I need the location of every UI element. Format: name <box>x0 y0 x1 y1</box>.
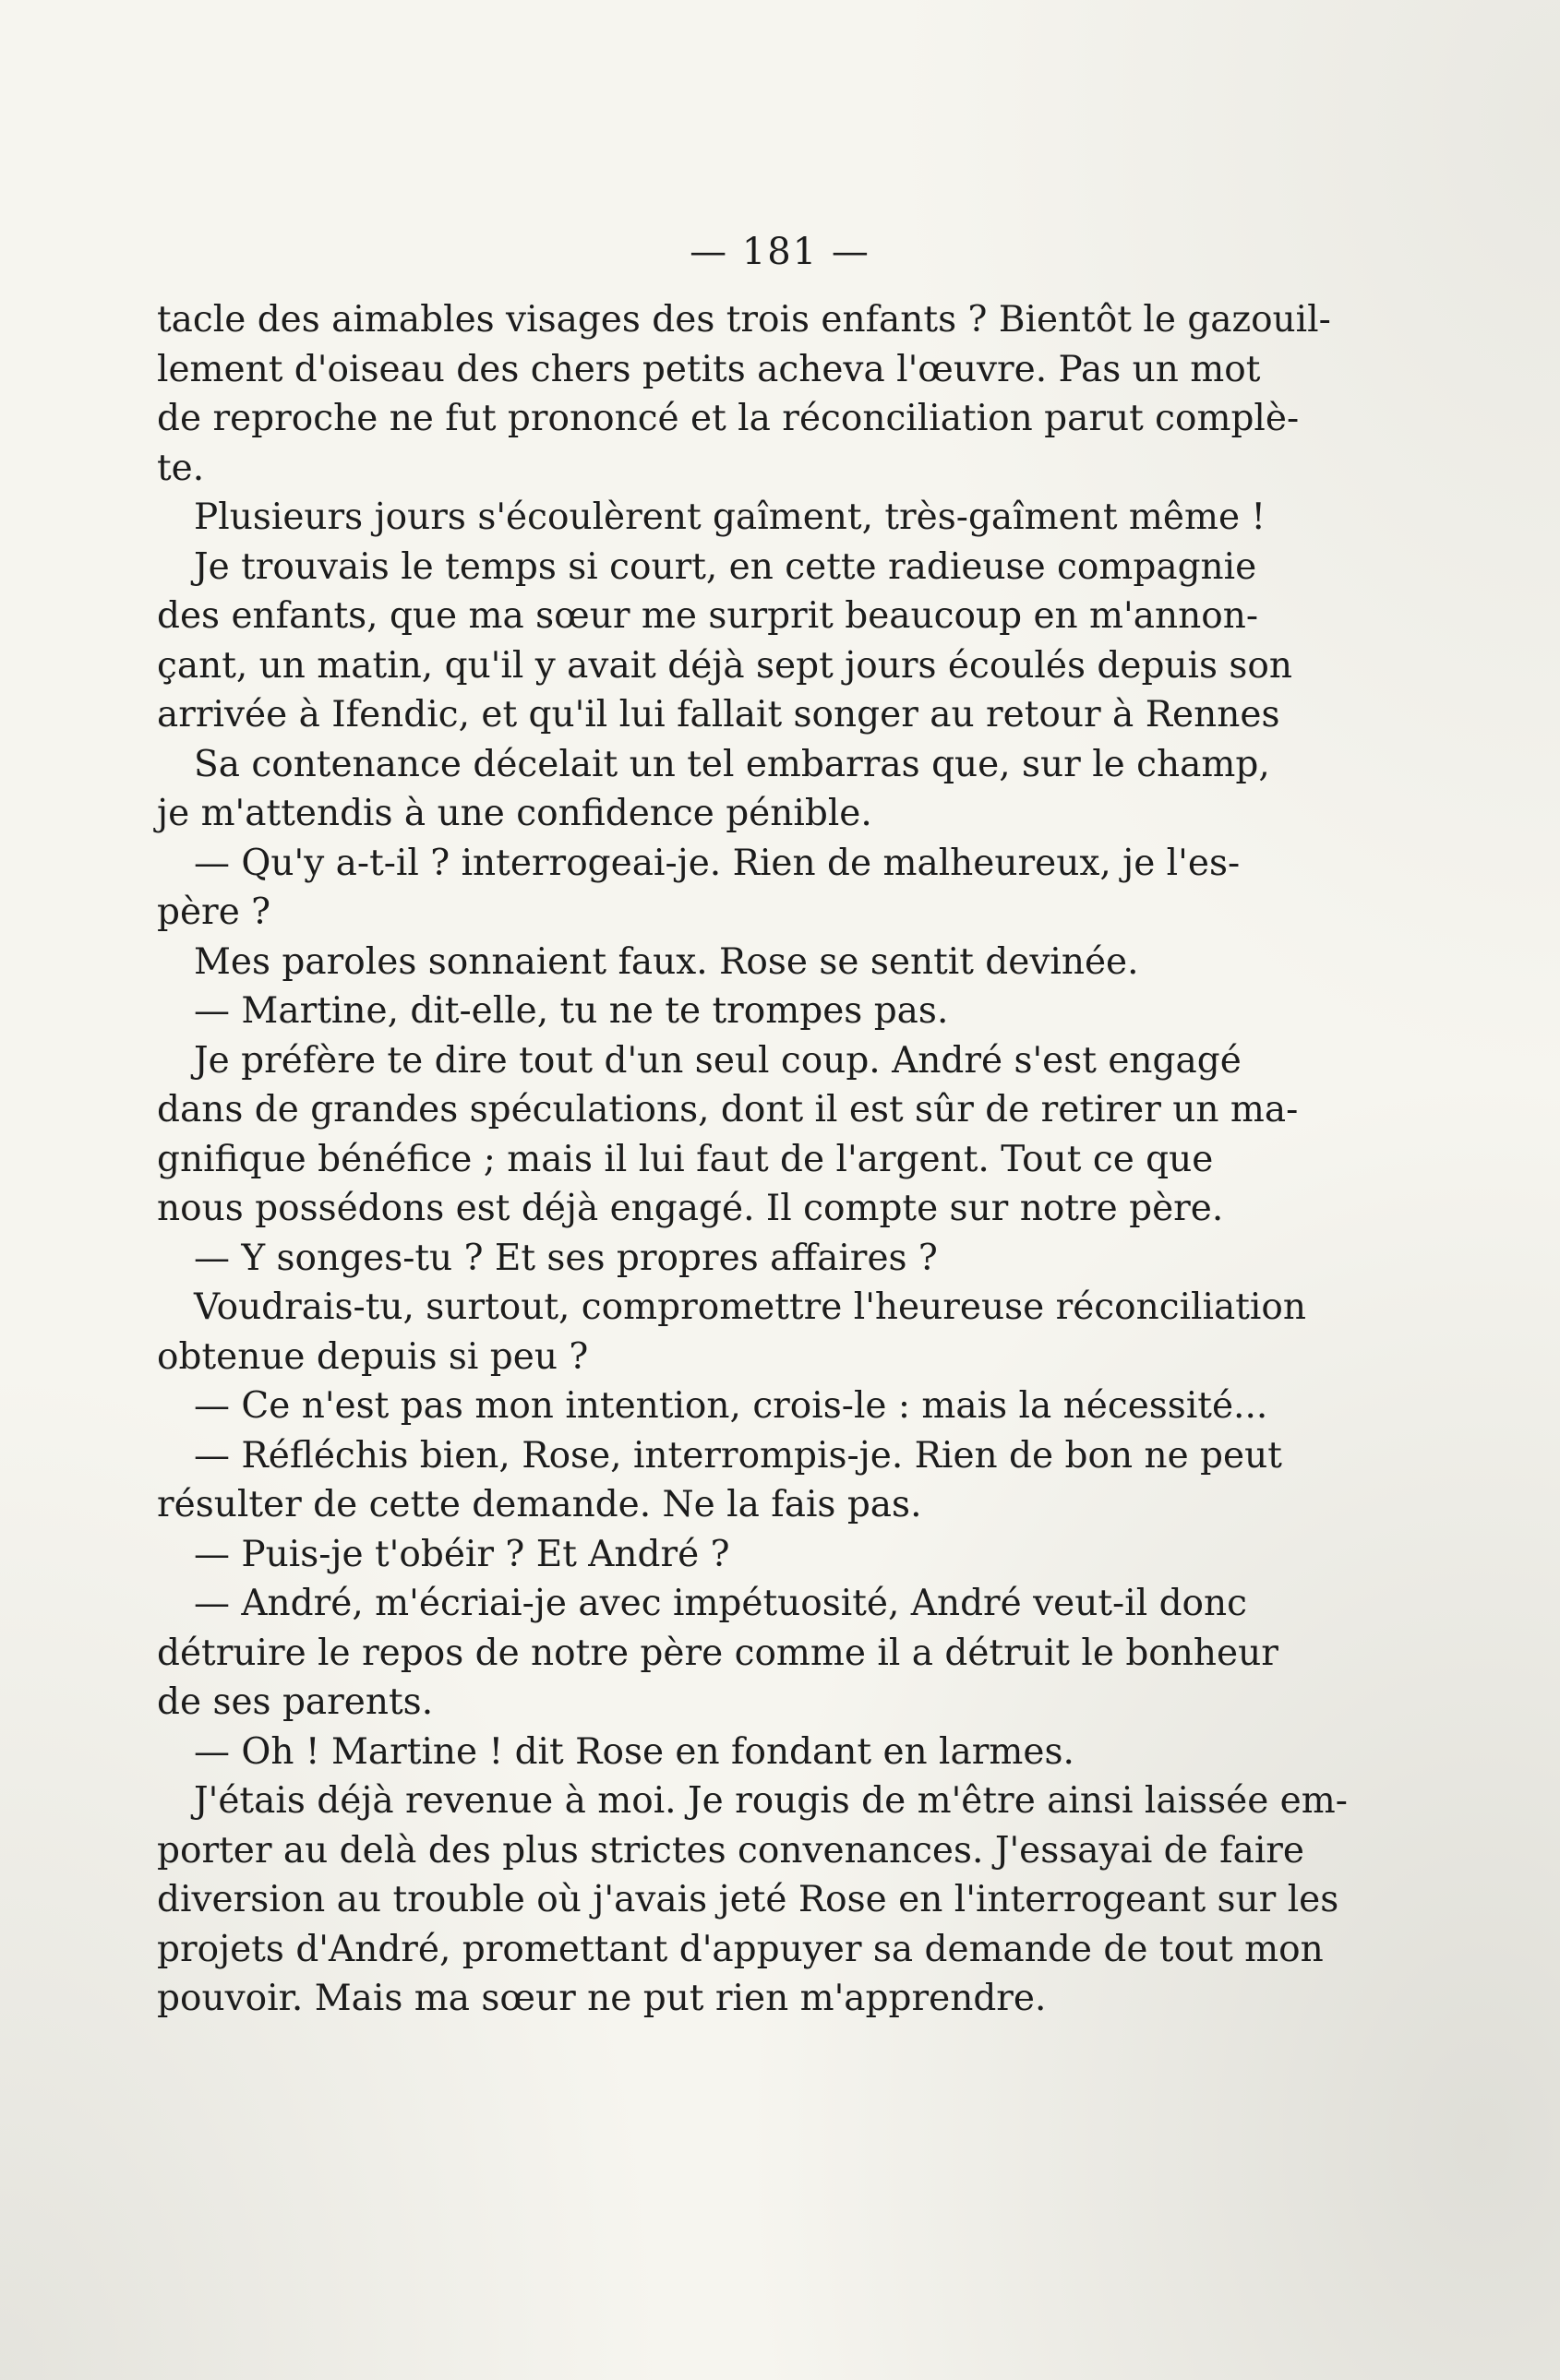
text-line: père ? <box>157 891 271 933</box>
text-line: — André, m'écriai-je avec impétuosité, André veut-il donc <box>194 1583 1247 1624</box>
body-text <box>157 295 1348 2024</box>
text-line: J'étais déjà revenue à moi. Je rougis de m'être ainsi laissée em- <box>194 1780 1348 1822</box>
text-line: dans de grandes spéculations, dont il est sûr de retirer un ma- <box>157 1089 1299 1130</box>
text-line: çant, un matin, qu'il y avait déjà sept jours écoulés depuis son <box>157 644 1293 687</box>
text-line: projets d'André, promettant d'appuyer sa demande de tout mon <box>157 1928 1324 1970</box>
text-line: nous possédons est déjà engagé. Il compte sur notre père. <box>157 1188 1224 1229</box>
text-line: lement d'oiseau des chers petits acheva l'œuvre. Pas un mot <box>157 348 1261 390</box>
text-line: Mes paroles sonnaient faux. Rose se sentit devinée. <box>194 940 1139 983</box>
text-line: — Oh ! Martine ! dit Rose en fondant en larmes. <box>194 1730 1074 1773</box>
text-line: de reproche ne fut prononcé et la réconciliation parut complè- <box>157 398 1300 439</box>
text-line: — Y songes-tu ? Et ses propres affaires ? <box>194 1237 938 1279</box>
text-line: détruire le repos de notre père comme il a détruit le bonheur <box>157 1632 1278 1674</box>
text-line: Sa contenance décelait un tel embarras que, sur le champ, <box>194 743 1270 785</box>
text-line: je m'attendis à une confidence pénible. <box>157 793 872 834</box>
text-line: arrivée à Ifendic, et qu'il lui fallait songer au retour à Rennes <box>157 694 1280 736</box>
text-line: — Qu'y a-t-il ? interrogeai-je. Rien de malheureux, je l'es- <box>194 842 1241 884</box>
text-line: — Ce n'est pas mon intention, crois-le : mais la nécessité... <box>194 1385 1268 1427</box>
text-line: des enfants, que ma sœur me surprit beaucoup en m'annon- <box>157 595 1259 637</box>
text-line: — Martine, dit-elle, tu ne te trompes pas. <box>194 990 949 1032</box>
text-line: pouvoir. Mais ma sœur ne put rien m'apprendre. <box>157 1978 1047 2019</box>
text-line: Je trouvais le temps si court, en cette radieuse compagnie <box>194 545 1257 588</box>
text-line: — Puis-je t'obéir ? Et André ? <box>194 1533 730 1575</box>
text-line: de ses parents. <box>157 1681 434 1723</box>
text-line: tacle des aimables visages des trois enfants ? Bientôt le gazouil- <box>157 299 1331 341</box>
page-number-header: — 181 — <box>690 231 870 273</box>
text-line: Plusieurs jours s'écoulèrent gaîment, très-gaîment même ! <box>194 496 1266 538</box>
text-line: résulter de cette demande. Ne la fais pas. <box>157 1484 922 1525</box>
text-line: te. <box>157 447 205 489</box>
text-line: porter au delà des plus strictes convenances. J'essayai de faire <box>157 1829 1305 1872</box>
text-line: diversion au trouble où j'avais jeté Rose en l'interrogeant sur les <box>157 1879 1339 1920</box>
text-line: Voudrais-tu, surtout, compromettre l'heureuse réconciliation <box>194 1286 1306 1328</box>
text-line: obtenue depuis si peu ? <box>157 1335 589 1378</box>
text-line: Je préfère te dire tout d'un seul coup. André s'est engagé <box>194 1039 1242 1082</box>
text-line: — Réfléchis bien, Rose, interrompis-je. Rien de bon ne peut <box>194 1434 1282 1477</box>
text-line: gnifique bénéfice ; mais il lui faut de l'argent. Tout ce que <box>157 1138 1214 1180</box>
